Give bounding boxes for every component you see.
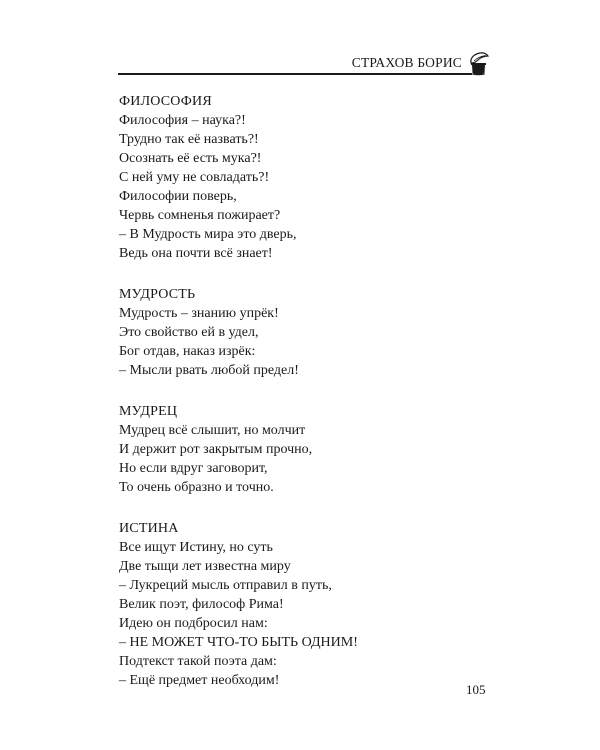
- poem-line: Идею он подбросил нам:: [119, 616, 268, 631]
- poem-line: – В Мудрость мира это дверь,: [119, 227, 297, 242]
- poem-line: Трудно так её назвать?!: [119, 132, 259, 147]
- poem-line: – НЕ МОЖЕТ ЧТО-ТО БЫТЬ ОДНИМ!: [119, 635, 358, 650]
- author-name: СТРАХОВ БОРИС: [351, 55, 462, 70]
- poem-title: ИСТИНА: [119, 521, 179, 536]
- poem-wisdom: [119, 285, 499, 380]
- poem-line: Философия – наука?!: [119, 113, 246, 128]
- poem-title: МУДРОСТЬ: [119, 287, 196, 302]
- poem-line: – Лукреций мысль отправил в путь,: [119, 578, 332, 593]
- poem-line: Все ищут Истину, но суть: [119, 540, 273, 555]
- poem-truth: [119, 519, 499, 690]
- poem-line: Велик поэт, философ Рима!: [119, 597, 284, 612]
- ink-pot-quill-logo-icon: [466, 48, 490, 76]
- poem-line: Но если вдруг заговорит,: [119, 461, 268, 476]
- poem-line: С ней уму не совладать?!: [119, 170, 270, 185]
- poem-line: Осознать её есть мука?!: [119, 151, 262, 166]
- poem-line: Подтекст такой поэта дам:: [119, 654, 277, 669]
- poem-title: МУДРЕЦ: [119, 404, 178, 419]
- page-number: 105: [466, 682, 486, 697]
- poem-title: ФИЛОСОФИЯ: [119, 94, 212, 109]
- poems-column: [119, 92, 499, 712]
- poem-line: Червь сомненья пожирает?: [119, 208, 281, 223]
- poem-line: – Ещё предмет необходим!: [119, 673, 280, 688]
- poem-line: Ведь она почти всё знает!: [119, 246, 273, 261]
- poem-line: Философии поверь,: [119, 189, 237, 204]
- header-rule: [118, 73, 472, 75]
- poem-line: Две тыщи лет известна миру: [119, 559, 291, 574]
- poem-line: Мудрец всё слышит, но молчит: [119, 423, 306, 438]
- poem-philosophy: [119, 92, 499, 263]
- poem-sage: [119, 402, 499, 497]
- poem-line: То очень образно и точно.: [119, 480, 274, 495]
- running-head: [118, 48, 490, 76]
- poem-line: Бог отдав, наказ изрёк:: [119, 344, 256, 359]
- poem-line: И держит рот закрытым прочно,: [119, 442, 313, 457]
- poem-line: – Мысли рвать любой предел!: [119, 363, 299, 378]
- poem-line: Это свойство ей в удел,: [119, 325, 259, 340]
- poem-line: Мудрость – знанию упрёк!: [119, 306, 279, 321]
